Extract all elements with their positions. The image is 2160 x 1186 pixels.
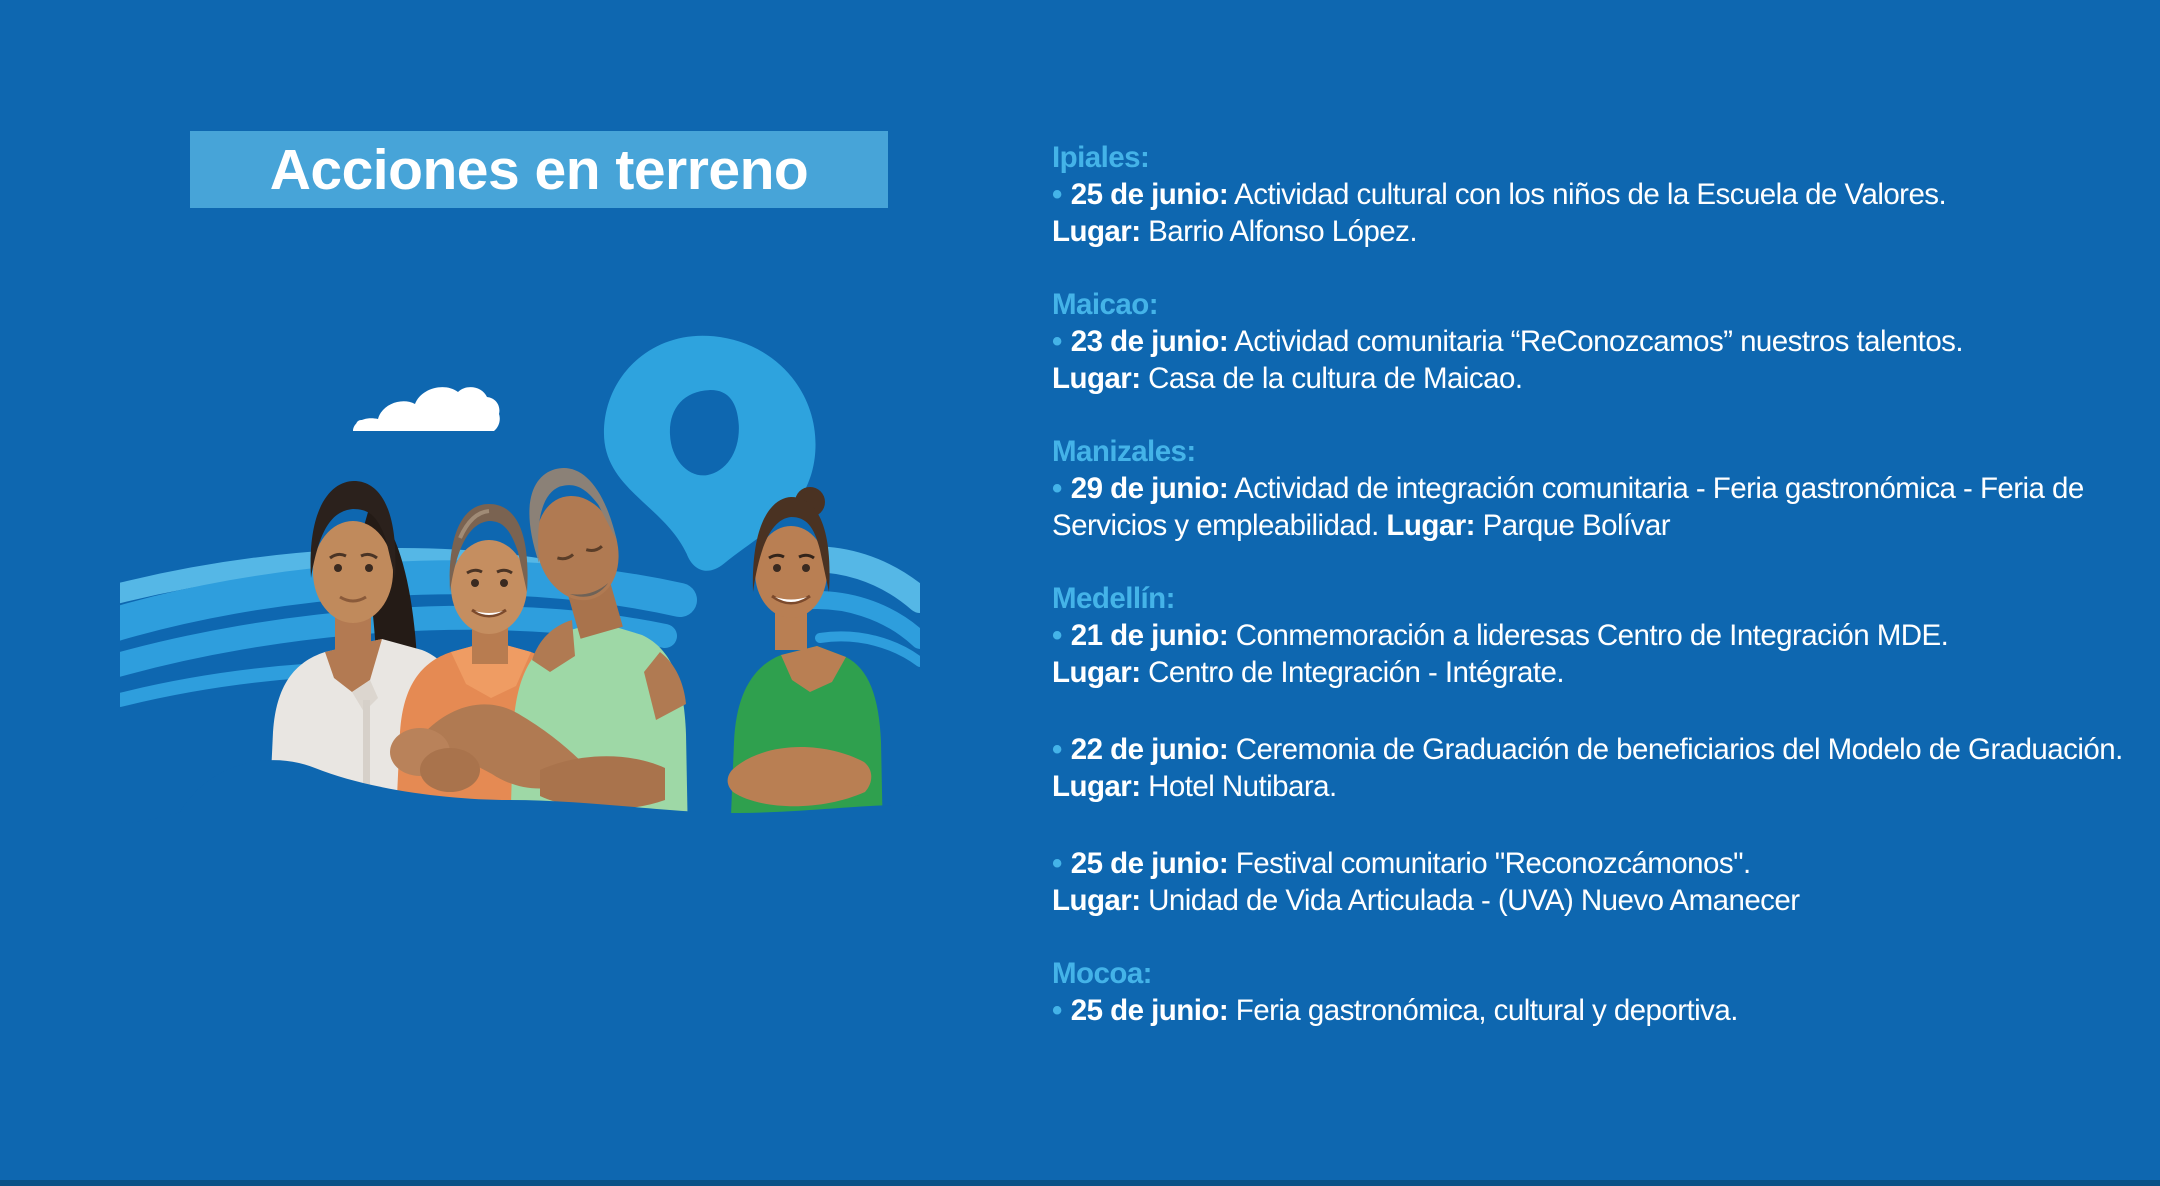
city-heading: Medellín: [1052, 582, 1175, 615]
event-description: Festival comunitario "Reconozcámonos". [1235, 847, 1751, 880]
event-item [1052, 992, 2160, 1029]
event-description: Ceremonia de Graduación de beneficiarios del Modelo de Graduación. [1235, 733, 2123, 766]
event-item [1052, 617, 2160, 691]
city-heading: Manizales: [1052, 435, 1196, 468]
event-item [1052, 176, 2160, 250]
event-date: 23 de junio: [1070, 325, 1229, 358]
event-description: Conmemoración a lideresas Centro de Integración MDE. [1235, 619, 1949, 652]
bullet-dot: • [1052, 994, 1062, 1027]
bullet-dot: • [1052, 619, 1062, 652]
place-label: Lugar: [1052, 884, 1141, 917]
event-date: 22 de junio: [1070, 733, 1229, 766]
city-section-mocoa [1052, 955, 2160, 1029]
city-section-maicao [1052, 286, 2160, 397]
place-label: Lugar: [1052, 362, 1141, 395]
event-description: Actividad comunitaria “ReConozcamos” nuestros talentos. [1234, 325, 1964, 358]
place-value: Unidad de Vida Articulada - (UVA) Nuevo Amanecer [1148, 884, 1800, 917]
bullet-dot: • [1052, 847, 1062, 880]
page-title: Acciones en terreno [269, 137, 809, 202]
bullet-dot: • [1052, 325, 1062, 358]
events-column [1052, 139, 2160, 1065]
event-item [1052, 470, 2160, 544]
event-item [1052, 845, 2160, 919]
event-date: 21 de junio: [1070, 619, 1229, 652]
person-man-green-tank [390, 458, 688, 840]
event-description: Actividad de integración comunitaria - Feria gastronómica - Feria de Servicios y empleabilidad. [1052, 472, 2084, 542]
cloud-icon [353, 387, 500, 431]
place-label: Lugar: [1052, 215, 1141, 248]
place-value: Casa de la cultura de Maicao. [1148, 362, 1523, 395]
place-label: Lugar: [1052, 656, 1141, 689]
event-date: 25 de junio: [1070, 847, 1229, 880]
bottom-edge-stripe [0, 1180, 2160, 1186]
event-date: 25 de junio: [1070, 994, 1229, 1027]
title-banner [190, 131, 888, 208]
city-heading: Mocoa: [1052, 957, 1152, 990]
place-label: Lugar: [1052, 770, 1141, 803]
place-value: Centro de Integración - Intégrate. [1148, 656, 1565, 689]
city-section-medellin [1052, 580, 2160, 919]
city-heading: Maicao: [1052, 288, 1158, 321]
bullet-dot: • [1052, 733, 1062, 766]
place-value: Hotel Nutibara. [1148, 770, 1337, 803]
city-section-manizales [1052, 433, 2160, 544]
event-description: Feria gastronómica, cultural y deportiva. [1235, 994, 1738, 1027]
field-actions-illustration [120, 300, 920, 840]
bullet-dot: • [1052, 178, 1062, 211]
place-value: Barrio Alfonso López. [1148, 215, 1418, 248]
event-item [1052, 731, 2160, 805]
event-date: 29 de junio: [1070, 472, 1229, 505]
event-item [1052, 323, 2160, 397]
place-value: Parque Bolívar [1482, 509, 1670, 542]
bullet-dot: • [1052, 472, 1062, 505]
city-heading: Ipiales: [1052, 141, 1150, 174]
event-date: 25 de junio: [1070, 178, 1229, 211]
place-label: Lugar: [1386, 509, 1475, 542]
event-description: Actividad cultural con los niños de la Escuela de Valores. [1234, 178, 1947, 211]
city-section-ipiales [1052, 139, 2160, 250]
